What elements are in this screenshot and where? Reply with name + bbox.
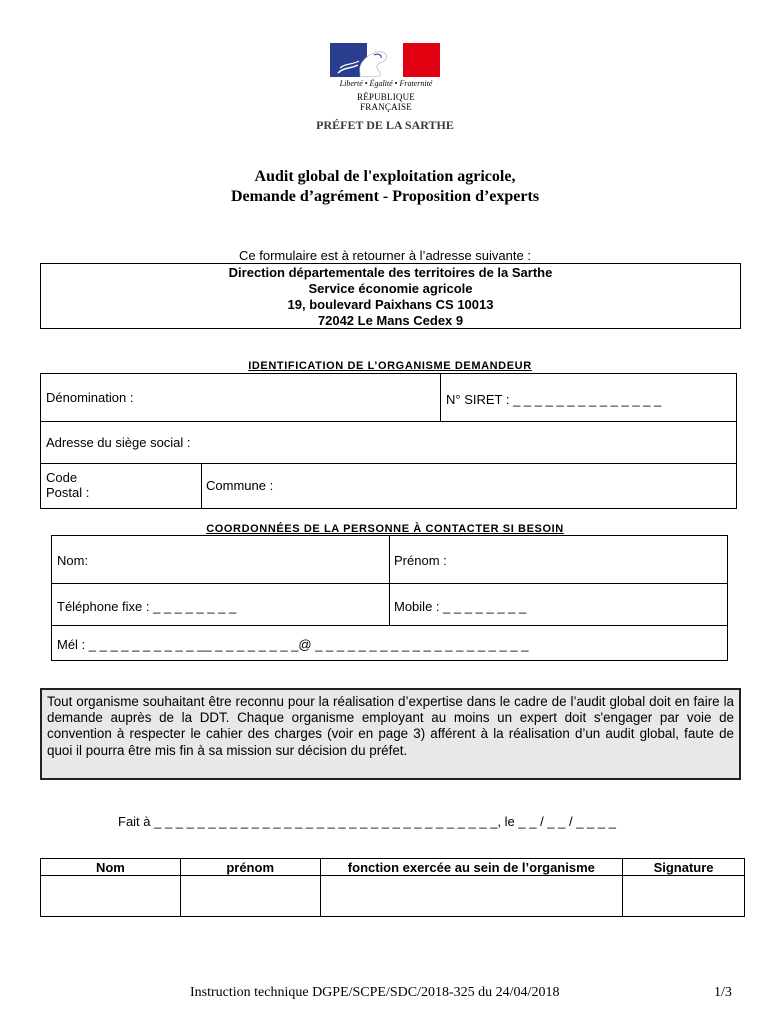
marianne-flag-icon xyxy=(330,43,440,77)
contact-nom-field[interactable] xyxy=(97,542,377,578)
republic-name: RÉPUBLIQUE FRANÇAISE xyxy=(357,92,415,112)
contact-email-field[interactable]: Mél : _ _ _ _ _ _ _ _ _ _ __ _ _ _ _ _ _ _ _@ _ _ _ _ _ _ _ _ _ _ _ _ _ _ _ _ _ _ _ _ xyxy=(57,637,529,652)
address-line2: Service économie agricole xyxy=(308,281,473,296)
org-form xyxy=(40,373,737,509)
address-box xyxy=(40,263,741,329)
address-line4: 72042 Le Mans Cedex 9 xyxy=(317,313,464,328)
commune-label: Commune : xyxy=(206,478,274,493)
denomination-label: Dénomination : xyxy=(46,390,134,405)
address-line1: Direction départementale des territoires de la Sarthe xyxy=(228,265,553,280)
address-line3: 19, boulevard Paixhans CS 10013 xyxy=(287,297,494,312)
place-date-field[interactable]: Fait à _ _ _ _ _ _ _ _ _ _ _ _ _ _ _ _ _ _ _ _ _ _ _ _ _ _ _ _ _ _ _ _, le _ _ / _ _ / _ _ _ _ xyxy=(118,814,616,829)
fonction-cell[interactable] xyxy=(320,876,623,917)
headquarters-address-field[interactable] xyxy=(211,426,731,460)
table-row xyxy=(41,876,745,917)
contact-mobile-field[interactable]: Mobile : _ _ _ _ _ _ _ _ xyxy=(394,599,527,614)
address-intro: Ce formulaire est à retourner à l’adresse suivante : xyxy=(239,248,531,263)
page-number: 1/3 xyxy=(714,985,732,1000)
org-section-title: IDENTIFICATION DE L’ORGANISME DEMANDEUR xyxy=(248,360,532,372)
notice-box xyxy=(40,688,741,780)
col-header-signature: Signature xyxy=(623,859,745,876)
form-title-line1: Audit global de l'exploitation agricole, xyxy=(254,168,516,185)
prefet-heading: PRÉFET DE LA SARTHE xyxy=(316,118,454,132)
form-title-line2: Demande d’agrément - Proposition d’experts xyxy=(230,188,540,205)
prenom-cell[interactable] xyxy=(180,876,320,917)
republic-motto: Liberté • Égalité • Fraternité xyxy=(339,79,433,88)
signature-cell[interactable] xyxy=(623,876,745,917)
postal-code-field[interactable] xyxy=(111,467,196,505)
col-header-fonction: fonction exercée au sein de l’organisme xyxy=(320,859,623,876)
contact-prenom-label: Prénom : xyxy=(394,553,447,568)
contact-section-title: COORDONNÉES DE LA PERSONNE À CONTACTER SI BESOIN xyxy=(206,523,564,535)
marianne-logo xyxy=(330,43,442,112)
col-header-prenom: prénom xyxy=(180,859,320,876)
signature-table xyxy=(40,858,745,917)
contact-phone-field[interactable]: Téléphone fixe : _ _ _ _ _ _ _ _ xyxy=(57,599,237,614)
contact-nom-label: Nom: xyxy=(57,553,89,568)
contact-form xyxy=(51,535,728,661)
commune-field[interactable] xyxy=(286,467,726,505)
contact-prenom-field[interactable] xyxy=(457,542,717,578)
nom-cell[interactable] xyxy=(41,876,181,917)
col-header-nom: Nom xyxy=(41,859,181,876)
postal-code-label: Code Postal : xyxy=(46,470,90,500)
headquarters-address-label: Adresse du siège social : xyxy=(46,435,191,450)
notice-text: Tout organisme souhaitant être reconnu pour la réalisation d’expertise dans le cadre de l’audit global doit en faire la demande auprès de la DDT. Chaque organisme employant au moins un expert doit s'engager par voie de convention à respecter le cahier des charges (voir en page 3) afférent à la réalisation d’un audit global, faute de quoi il pourra être mis fin à sa mission sur décision du préfet. xyxy=(47,694,734,758)
footer-reference: Instruction technique DGPE/SCPE/SDC/2018-325 du 24/04/2018 xyxy=(190,985,560,1000)
siret-field[interactable]: N° SIRET : _ _ _ _ _ _ _ _ _ _ _ _ _ _ xyxy=(446,392,662,407)
denomination-field[interactable] xyxy=(191,380,431,416)
